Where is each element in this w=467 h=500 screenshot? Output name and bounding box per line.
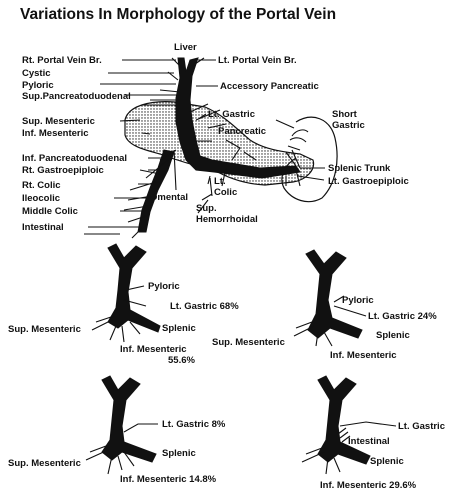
variant-2-inf-mesenteric: Inf. Mesenteric — [330, 350, 397, 361]
label-splenic-trunk: Splenic Trunk — [328, 163, 391, 174]
label-accessory-pancreatic: Accessory Pancreatic — [220, 81, 319, 92]
variant-3-diagram — [86, 376, 158, 474]
variant-2-splenic: Splenic — [376, 330, 410, 341]
label-short-gastric-line1: Short — [332, 109, 357, 120]
figure-title: Variations In Morphology of the Portal Vein — [20, 6, 337, 23]
label-middle-colic: Middle Colic — [22, 206, 78, 217]
variant-3-portal-trunk — [102, 376, 156, 462]
label-inf-mesenteric: Inf. Mesenteric — [22, 128, 89, 139]
variant-1-pyloric: Pyloric — [148, 281, 180, 292]
label-lt-colic-line1: Lt. — [214, 176, 226, 187]
variant-1-inf-mesenteric: Inf. Mesenteric — [120, 344, 187, 355]
label-intestinal: Intestinal — [22, 222, 64, 233]
variant-4-inf-mesenteric: Inf. Mesenteric 29.6% — [320, 480, 417, 491]
variant-1-percent: 55.6% — [168, 355, 195, 366]
label-pyloric: Pyloric — [22, 80, 54, 91]
sup-mesenteric-trunk — [138, 150, 174, 232]
variant-3-lt-gastric: Lt. Gastric 8% — [162, 419, 226, 430]
variant-1-lt-gastric: Lt. Gastric 68% — [170, 301, 239, 312]
label-lt-portal-vein-br: Lt. Portal Vein Br. — [218, 55, 297, 66]
variant-1-splenic: Splenic — [162, 323, 196, 334]
label-sup-mesenteric: Sup. Mesenteric — [22, 116, 95, 127]
variant-2-portal-trunk — [306, 250, 362, 338]
variant-2-pyloric: Pyloric — [342, 295, 374, 306]
label-short-gastric-line2: Gastric — [332, 120, 365, 131]
variant-4-splenic: Splenic — [370, 456, 404, 467]
variant-2-sup-mesenteric: Sup. Mesenteric — [212, 337, 285, 348]
label-rt-portal-vein-br: Rt. Portal Vein Br. — [22, 55, 102, 66]
variant-3-sup-mesenteric: Sup. Mesenteric — [8, 458, 81, 469]
variant-1-sup-mesenteric: Sup. Mesenteric — [8, 324, 81, 335]
label-lt-gastric: Lt. Gastric — [208, 109, 255, 120]
variant-4-lt-gastric: Lt. Gastric — [398, 421, 445, 432]
variant-1-diagram — [92, 244, 160, 342]
short-gastric-lines — [288, 130, 308, 150]
label-cystic: Cystic — [22, 68, 51, 79]
label-liver: Liver — [174, 42, 197, 53]
label-lt-gastroepiploic: Lt. Gastroepiploic — [328, 176, 409, 187]
label-omental: Omental — [150, 192, 189, 203]
label-pancreatic: Pancreatic — [218, 126, 267, 137]
label-inf-pancreatoduodenal: Inf. Pancreatoduodenal — [22, 153, 128, 164]
variant-3-inf-mesenteric: Inf. Mesenteric 14.8% — [120, 474, 217, 485]
label-sup-pancreatoduodenal: Sup.Pancreatoduodenal — [22, 91, 131, 102]
variant-4-portal-trunk — [318, 376, 370, 464]
label-sup-hemorrhoidal-line2: Hemorrhoidal — [196, 214, 258, 225]
variant-3-splenic: Splenic — [162, 448, 196, 459]
label-ileocolic: Ileocolic — [22, 193, 61, 204]
label-sup-hemorrhoidal-line1: Sup. — [196, 203, 217, 214]
label-lt-colic-line2: Colic — [214, 187, 238, 198]
label-rt-gastroepiploic: Rt. Gastroepiploic — [22, 165, 104, 176]
variant-4-intestinal: Intestinal — [348, 436, 390, 447]
variant-2-lt-gastric: Lt. Gastric 24% — [368, 311, 437, 322]
label-rt-colic: Rt. Colic — [22, 180, 61, 191]
